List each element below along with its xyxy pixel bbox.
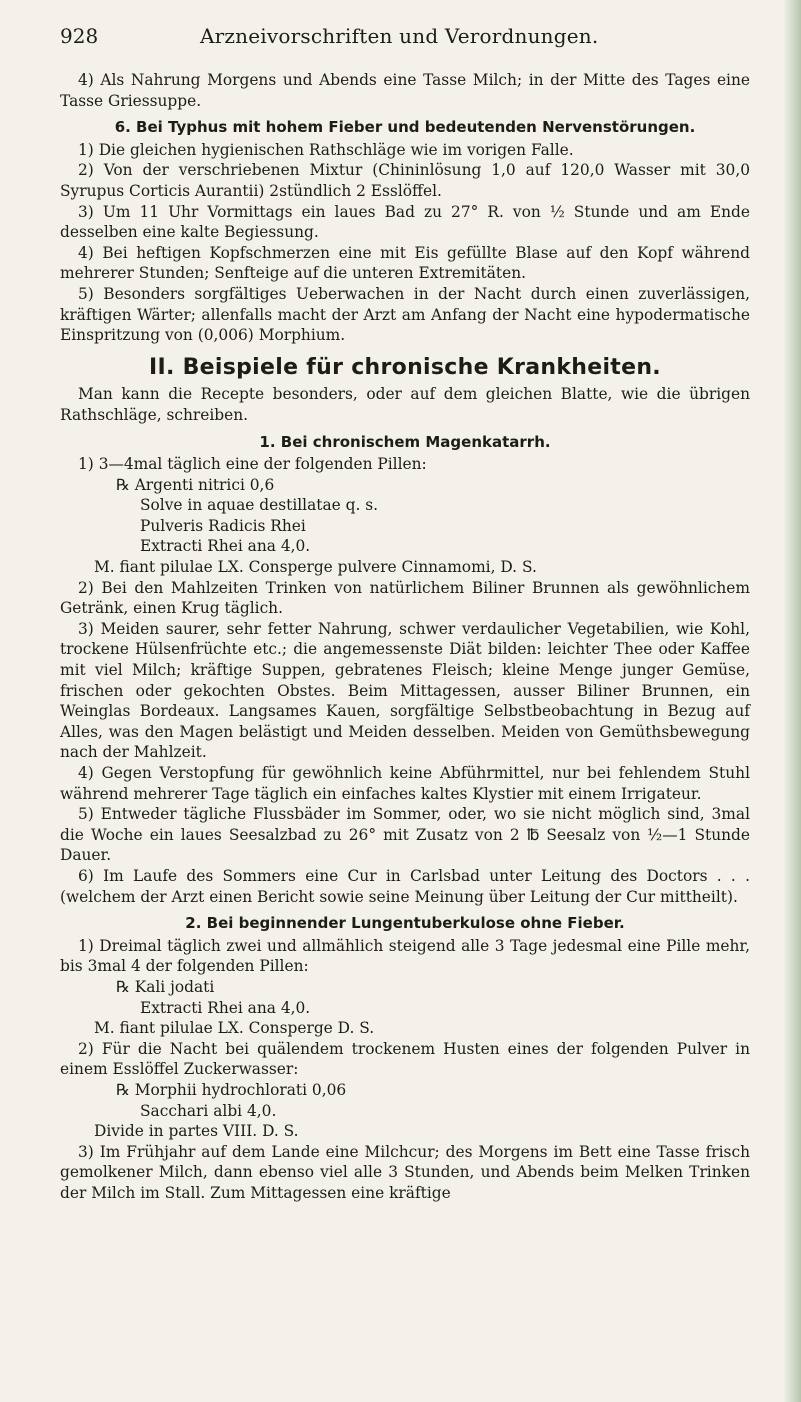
paragraph: 3) Um 11 Uhr Vormittags ein laues Bad zu 27° R. von ½ Stunde und am Ende desselben eine kalte Begiessung. — [60, 202, 750, 242]
paragraph: 2) Für die Nacht bei quälendem trockenem Husten eines der folgenden Pulver in einem Esslöffel Zuckerwasser: — [60, 1039, 750, 1079]
paragraph: 4) Gegen Verstopfung für gewöhnlich keine Abführmittel, nur bei fehlendem Stuhl während mehrerer Tage täglich ein einfaches kaltes Klystier mit einem Irrigateur. — [60, 764, 750, 803]
prescription-line: Solve in aquae destillatae q. s. — [140, 496, 379, 515]
paragraph: 3) Im Frühjahr auf dem Lande eine Milchcur; des Morgens im Bett eine Tasse frisch gemolkener Milch, dann ebenso viel alle 3 Stunden, und Abends beim Melken Trinken der Milch im Stall. Zum Mittagessen eine kräftige — [60, 1142, 750, 1202]
paragraph: 4) Bei heftigen Kopfschmerzen eine mit Eis gefüllte Blase auf den Kopf während mehrerer Stunden; Senfteige auf die unteren Extremitäten. — [60, 243, 750, 283]
paragraph: 2) Bei den Mahlzeiten Trinken von natürlichem Biliner Brunnen als gewöhnlichem Getränk, einen Krug täglich. — [60, 578, 750, 618]
paragraph: 1) Die gleichen hygienischen Rathschläge wie im vorigen Falle. — [78, 140, 574, 159]
section-heading-tuberkulose: 2. Bei beginnender Lungentuberkulose ohne Fieber. — [185, 914, 625, 933]
page-number: 928 — [60, 24, 99, 48]
paragraph: 2) Von der verschriebenen Mixtur (Chininlösung 1,0 auf 120,0 Wasser mit 30,0 Syrupus Corticis Aurantii) 2stündlich 2 Esslöffel. — [60, 161, 750, 200]
prescription-instruction: Divide in partes VIII. D. S. — [94, 1122, 299, 1141]
paragraph: 6) Im Laufe des Sommers eine Cur in Carlsbad unter Leitung des Doctors . . . (welchem der Arzt einen Bericht sowie seine Meinung über Leitung der Cur mittheilt). — [60, 866, 750, 906]
prescription-line: Sacchari albi 4,0. — [140, 1101, 277, 1120]
section-heading-typhus: 6. Bei Typhus mit hohem Fieber und bedeutenden Nervenstörungen. — [114, 118, 696, 137]
paragraph: 1) Dreimal täglich zwei und allmählich steigend alle 3 Tage jedesmal eine Pille mehr, bis 3mal 4 der folgenden Pillen: — [60, 936, 750, 976]
running-title: Arzneivorschriften und Verordnungen. — [200, 24, 599, 48]
prescription-line: Pulveris Radicis Rhei — [140, 516, 306, 535]
prescription-line: ℞ Kali jodati — [116, 977, 215, 996]
prescription-line: Extracti Rhei ana 4,0. — [140, 998, 311, 1017]
page-edge — [783, 0, 801, 1402]
paragraph: 3) Meiden saurer, sehr fetter Nahrung, schwer verdaulicher Vegetabilien, wie Kohl, trockene Hülsenfrüchte etc.; die angemessenste Diät bilden: leichter Thee oder Kaffee mit viel Milch; kräftige Suppen, gebratenes Fleisch; kleine Menge junger Gemüse, frischen oder gekochten Obstes. Beim Mittagessen, ausser Biliner Brunnen, ein Weinglas Bordeaux. Langsames Kauen, sorgfältige Selbstbeobachtung in Bezug auf Alles, was den Magen belästigt und Meiden desselben. Meiden von Gemüthsbewegung nach der Mahlzeit. — [60, 619, 750, 762]
paragraph: 4) Als Nahrung Morgens und Abends eine Tasse Milch; in der Mitte des Tages eine Tasse Griessuppe. — [60, 71, 750, 110]
paragraph: 1) 3—4mal täglich eine der folgenden Pillen: — [78, 455, 427, 474]
prescription-line: ℞ Morphii hydrochlorati 0,06 — [116, 1080, 347, 1099]
paragraph: Man kann die Recepte besonders, oder auf dem gleichen Blatte, wie die übrigen Rathschläge, schreiben. — [60, 385, 750, 424]
prescription-instruction: M. fiant pilulae LX. Consperge D. S. — [94, 1019, 375, 1038]
section-heading-magenkatarrh: 1. Bei chronischem Magenkatarrh. — [259, 432, 551, 451]
prescription-line: ℞ Argenti nitrici 0,6 — [116, 475, 275, 494]
page-body — [60, 70, 750, 1203]
paragraph: 5) Besonders sorgfältiges Ueberwachen in der Nacht durch einen zuverlässigen, kräftigen Wärter; allenfalls macht der Arzt am Anfang der Nacht eine hypodermatische Einspritzung von (0,006) Morphium. — [60, 284, 750, 345]
part-heading-chronic: II. Beispiele für chronische Krankheiten. — [149, 354, 661, 380]
prescription-instruction: M. fiant pilulae LX. Consperge pulvere Cinnamomi, D. S. — [94, 558, 537, 577]
prescription-line: Extracti Rhei ana 4,0. — [140, 537, 311, 556]
page-header — [60, 24, 750, 52]
paragraph: 5) Entweder tägliche Flussbäder im Sommer, oder, wo sie nicht möglich sind, 3mal die Woche ein laues Seesalzbad zu 26° mit Zusatz von 2 ℔ Seesalz von ½—1 Stunde Dauer. — [60, 805, 750, 865]
